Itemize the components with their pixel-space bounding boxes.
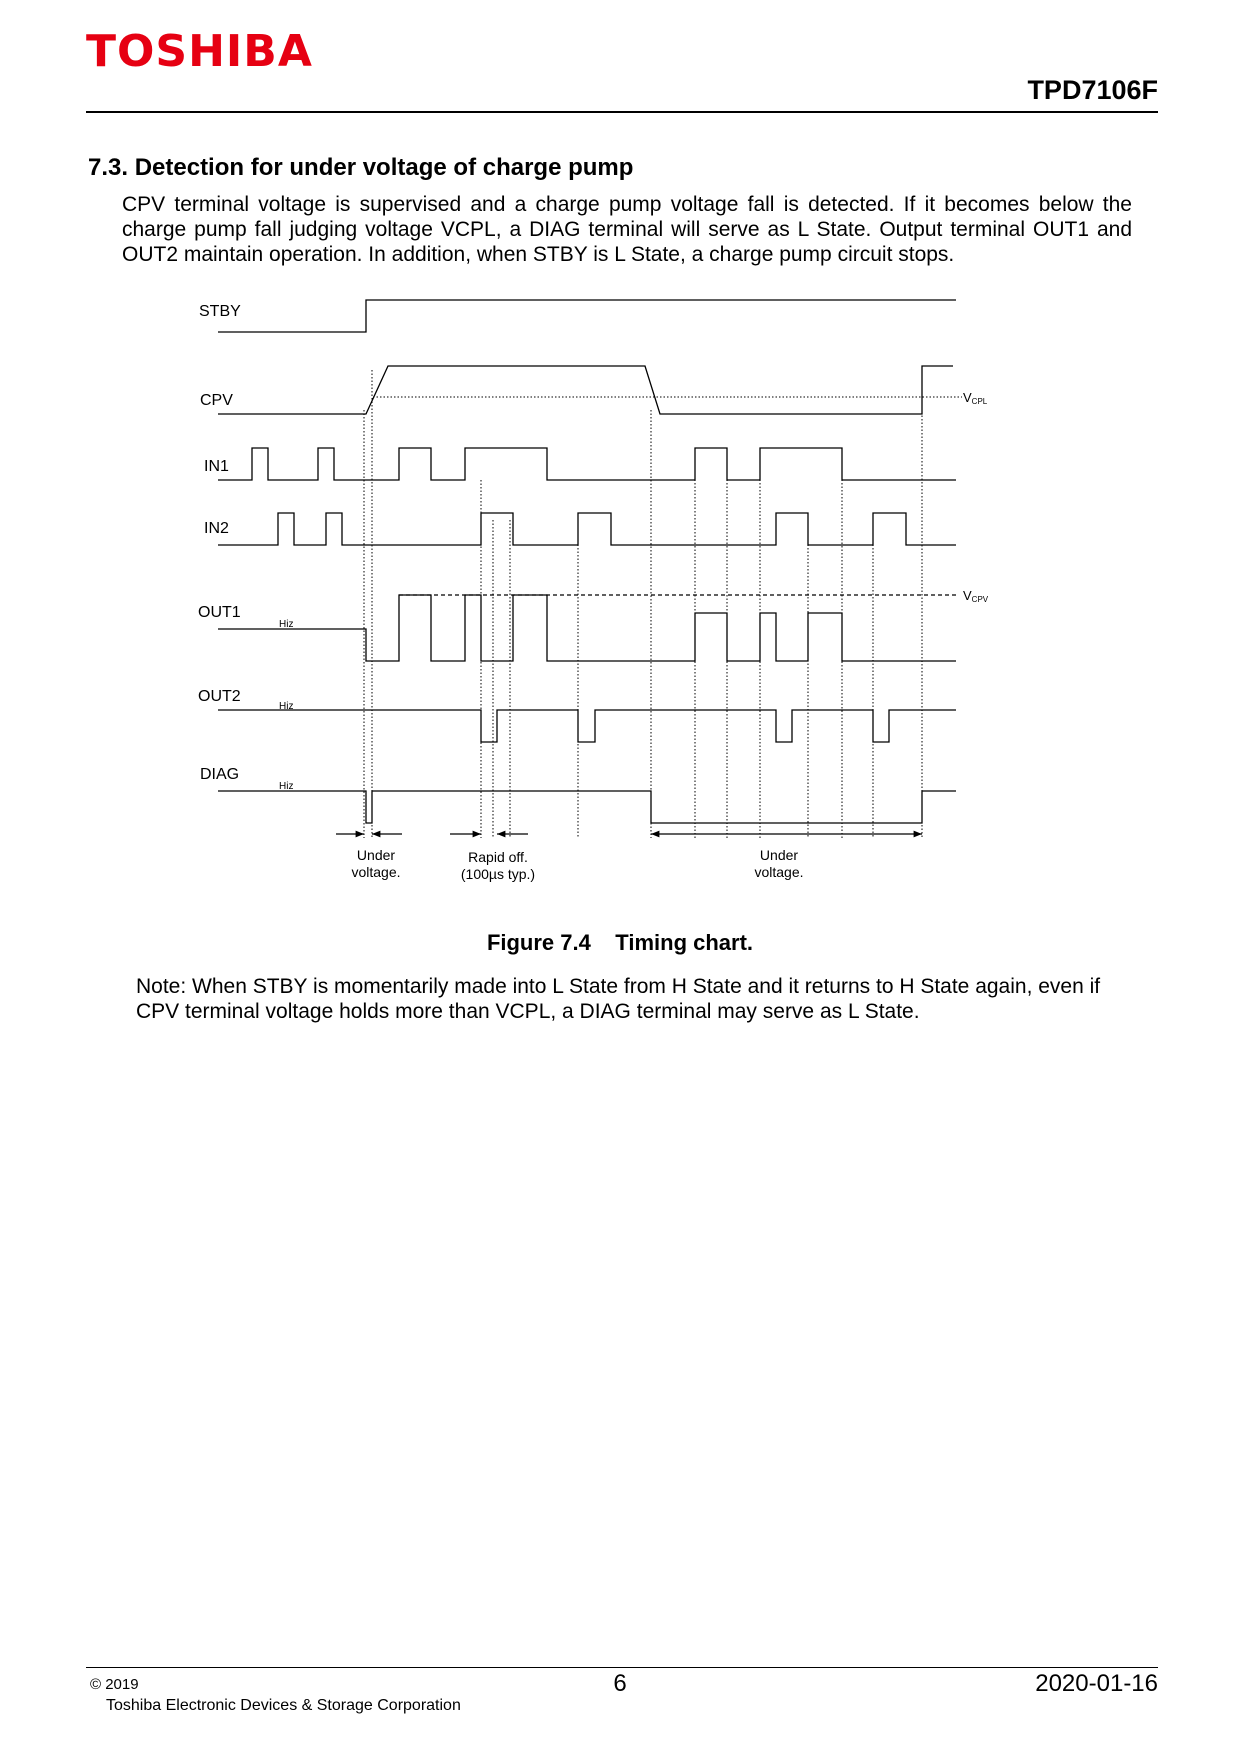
vcpv-label: VCPV <box>963 588 989 604</box>
stby-waveform <box>218 300 956 332</box>
stby-label: STBY <box>199 303 241 320</box>
part-number: TPD7106F <box>1027 75 1158 105</box>
copyright: © 2019 <box>90 1676 139 1693</box>
in2-label: IN2 <box>204 520 229 537</box>
diag-hiz-label: Hiz <box>279 781 294 792</box>
in2-waveform <box>218 513 956 545</box>
section-body: CPV terminal voltage is supervised and a charge pump voltage fall is detected. If it becomes below the charge pump fall judging voltage VCPL, a DIAG terminal will serve as L State. Output terminal OUT1 and OUT2 maintain operation. In addition, when STBY is L State, a charge pump circuit stops. <box>122 193 1132 266</box>
document-date: 2020-01-16 <box>1035 1670 1158 1697</box>
under-voltage-annot-2-line1: Under <box>759 847 799 863</box>
under-voltage-annot-1-line2: voltage. <box>351 864 401 880</box>
vcpl-label: VCPL <box>963 390 988 406</box>
section-title: 7.3. Detection for under voltage of charge pump <box>88 154 634 181</box>
under-voltage-annot-1-line1: Under <box>356 847 396 863</box>
in1-label: IN1 <box>204 458 229 475</box>
diag-waveform <box>218 791 956 823</box>
page-number: 6 <box>613 1670 627 1697</box>
under-voltage-annot-2-line2: voltage. <box>754 864 804 880</box>
toshiba-logo: TOSHIBA <box>86 26 313 77</box>
diag-label: DIAG <box>200 766 240 783</box>
out2-hiz-label: Hiz <box>279 701 294 712</box>
out2-label: OUT2 <box>198 688 241 705</box>
cpv-label: CPV <box>200 392 233 409</box>
out1-hiz-label: Hiz <box>279 619 294 630</box>
out2-waveform <box>218 710 956 742</box>
note-text: Note: When STBY is momentarily made into L State from H State and it returns to H State again, even if CPV terminal voltage holds more than VCPL, a DIAG terminal may serve as L State. <box>136 975 1101 1023</box>
timing-guides <box>364 370 962 838</box>
in1-waveform <box>218 448 956 480</box>
out1-waveform <box>218 595 956 661</box>
cpv-waveform <box>218 366 953 414</box>
out1-label: OUT1 <box>198 604 241 621</box>
footer-divider <box>86 1667 1158 1668</box>
waveforms <box>218 300 956 823</box>
company-name: Toshiba Electronic Devices & Storage Corporation <box>106 1697 461 1714</box>
figure-caption: Figure 7.4 Timing chart. <box>486 930 754 955</box>
rapid-off-annot-line1: Rapid off. <box>468 849 528 865</box>
rapid-off-annot-line2: (100µs typ.) <box>460 866 536 882</box>
